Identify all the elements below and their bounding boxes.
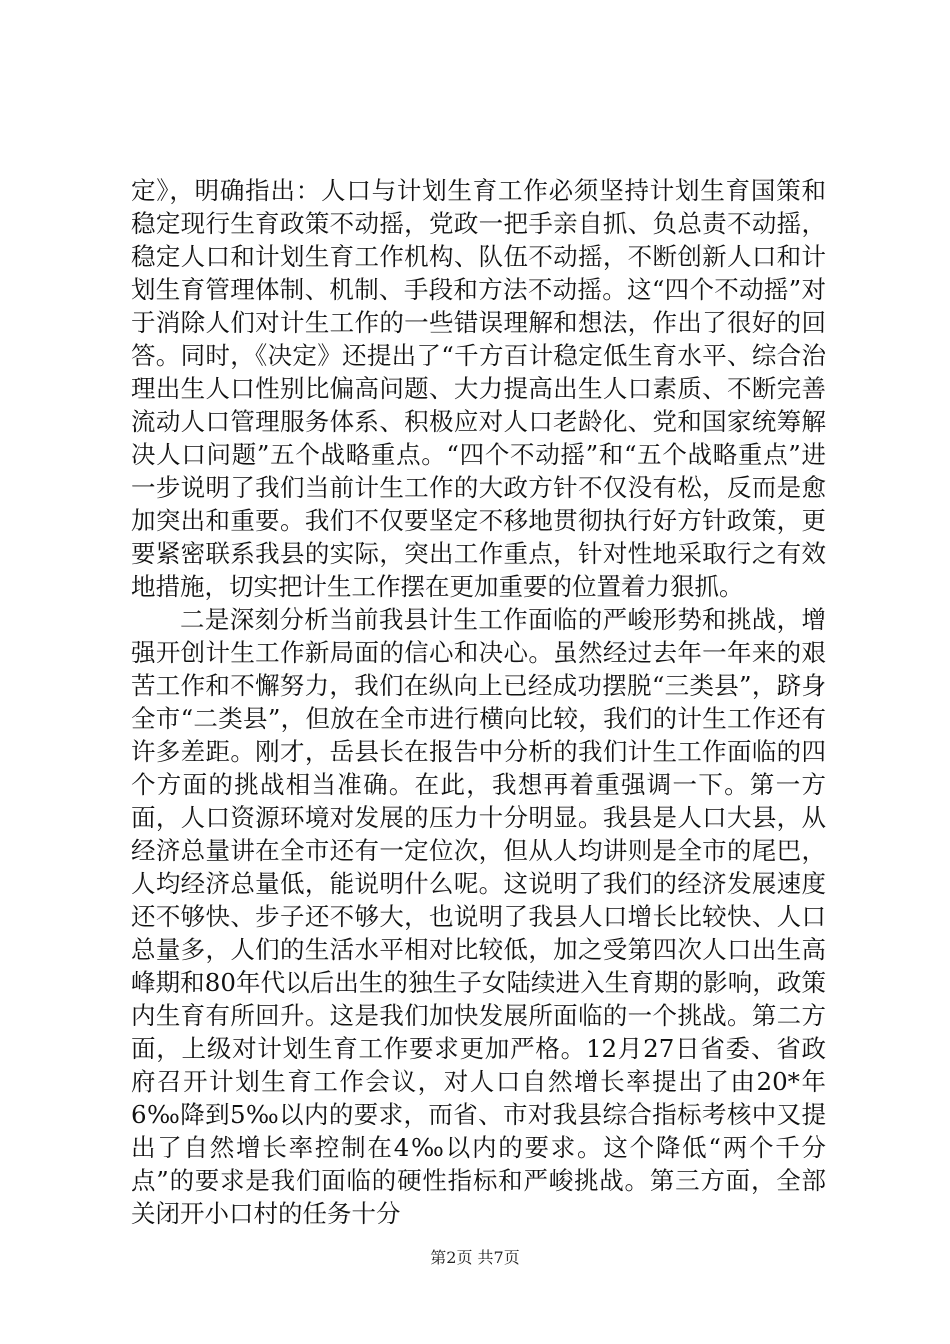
paragraph-continuation: 定》，明确指出：人口与计划生育工作必须坚持计划生育国策和稳定现行生育政策不动摇，党政一把手亲自抓、负总责不动摇，稳定人口和计划生育工作机构、队伍不动摇，不断创新人口和计划生育管理体制、机制、手段和方法不动摇。这“四个不动摇”对于消除人们对计生工作的一些错误理解和想法，作出了很好的回答。同时，《决定》还提出了“千方百计稳定低生育水平、综合治理出生人口性别比偏高问题、大力提高出生人口素质、不断完善流动人口管理服务体系、积极应对人口老龄化、党和国家统筹解决人口问题”五个战略重点。“四个不动摇”和“五个战略重点”进一步说明了我们当前计生工作的大政方针不仅没有松，反而是愈加突出和重要。我们不仅要坚定不移地贯彻执行好方针政策，更要紧密联系我县的实际，突出工作重点，针对性地采取行之有效地措施，切实把计生工作摆在更加重要的位置着力狠抓。 [131, 176, 826, 601]
paragraph-second-point: 二是深刻分析当前我县计生工作面临的严峻形势和挑战，增强开创计生工作新局面的信心和决心。虽然经过去年一年来的艰苦工作和不懈努力，我们在纵向上已经成功摆脱“三类县”，跻身全市“二类县”，但放在全市进行横向比较，我们的计生工作还有许多差距。刚才，岳县长在报告中分析的我们计生工作面临的四个方面的挑战相当准确。在此，我想再着重强调一下。第一方面，人口资源环境对发展的压力十分明显。我县是人口大县，从经济总量讲在全市还有一定位次，但从人均讲则是全市的尾巴，人均经济总量低，能说明什么呢。这说明了我们的经济发展速度还不够快、步子还不够大，也说明了我县人口增长比较快、人口总量多，人们的生活水平相对比较低，加之受第四次人口出生高峰期和80年代以后出生的独生子女陆续进入生育期的影响，政策内生育有所回升。这是我们加快发展所面临的一个挑战。第二方面，上级对计划生育工作要求更加严格。12月27日省委、省政府召开计划生育工作会议，对人口自然增长率提出了由20*年6‰降到5‰以内的要求，而省、市对我县综合指标考核中又提出了自然增长率控制在4‰以内的要求。这个降低“两个千分点”的要求是我们面临的硬性指标和严峻挑战。第三方面，全部关闭开小口村的任务十分 [131, 605, 826, 1228]
document-body [131, 174, 826, 1230]
page-number-footer: 第2页 共7页 [430, 1248, 520, 1267]
